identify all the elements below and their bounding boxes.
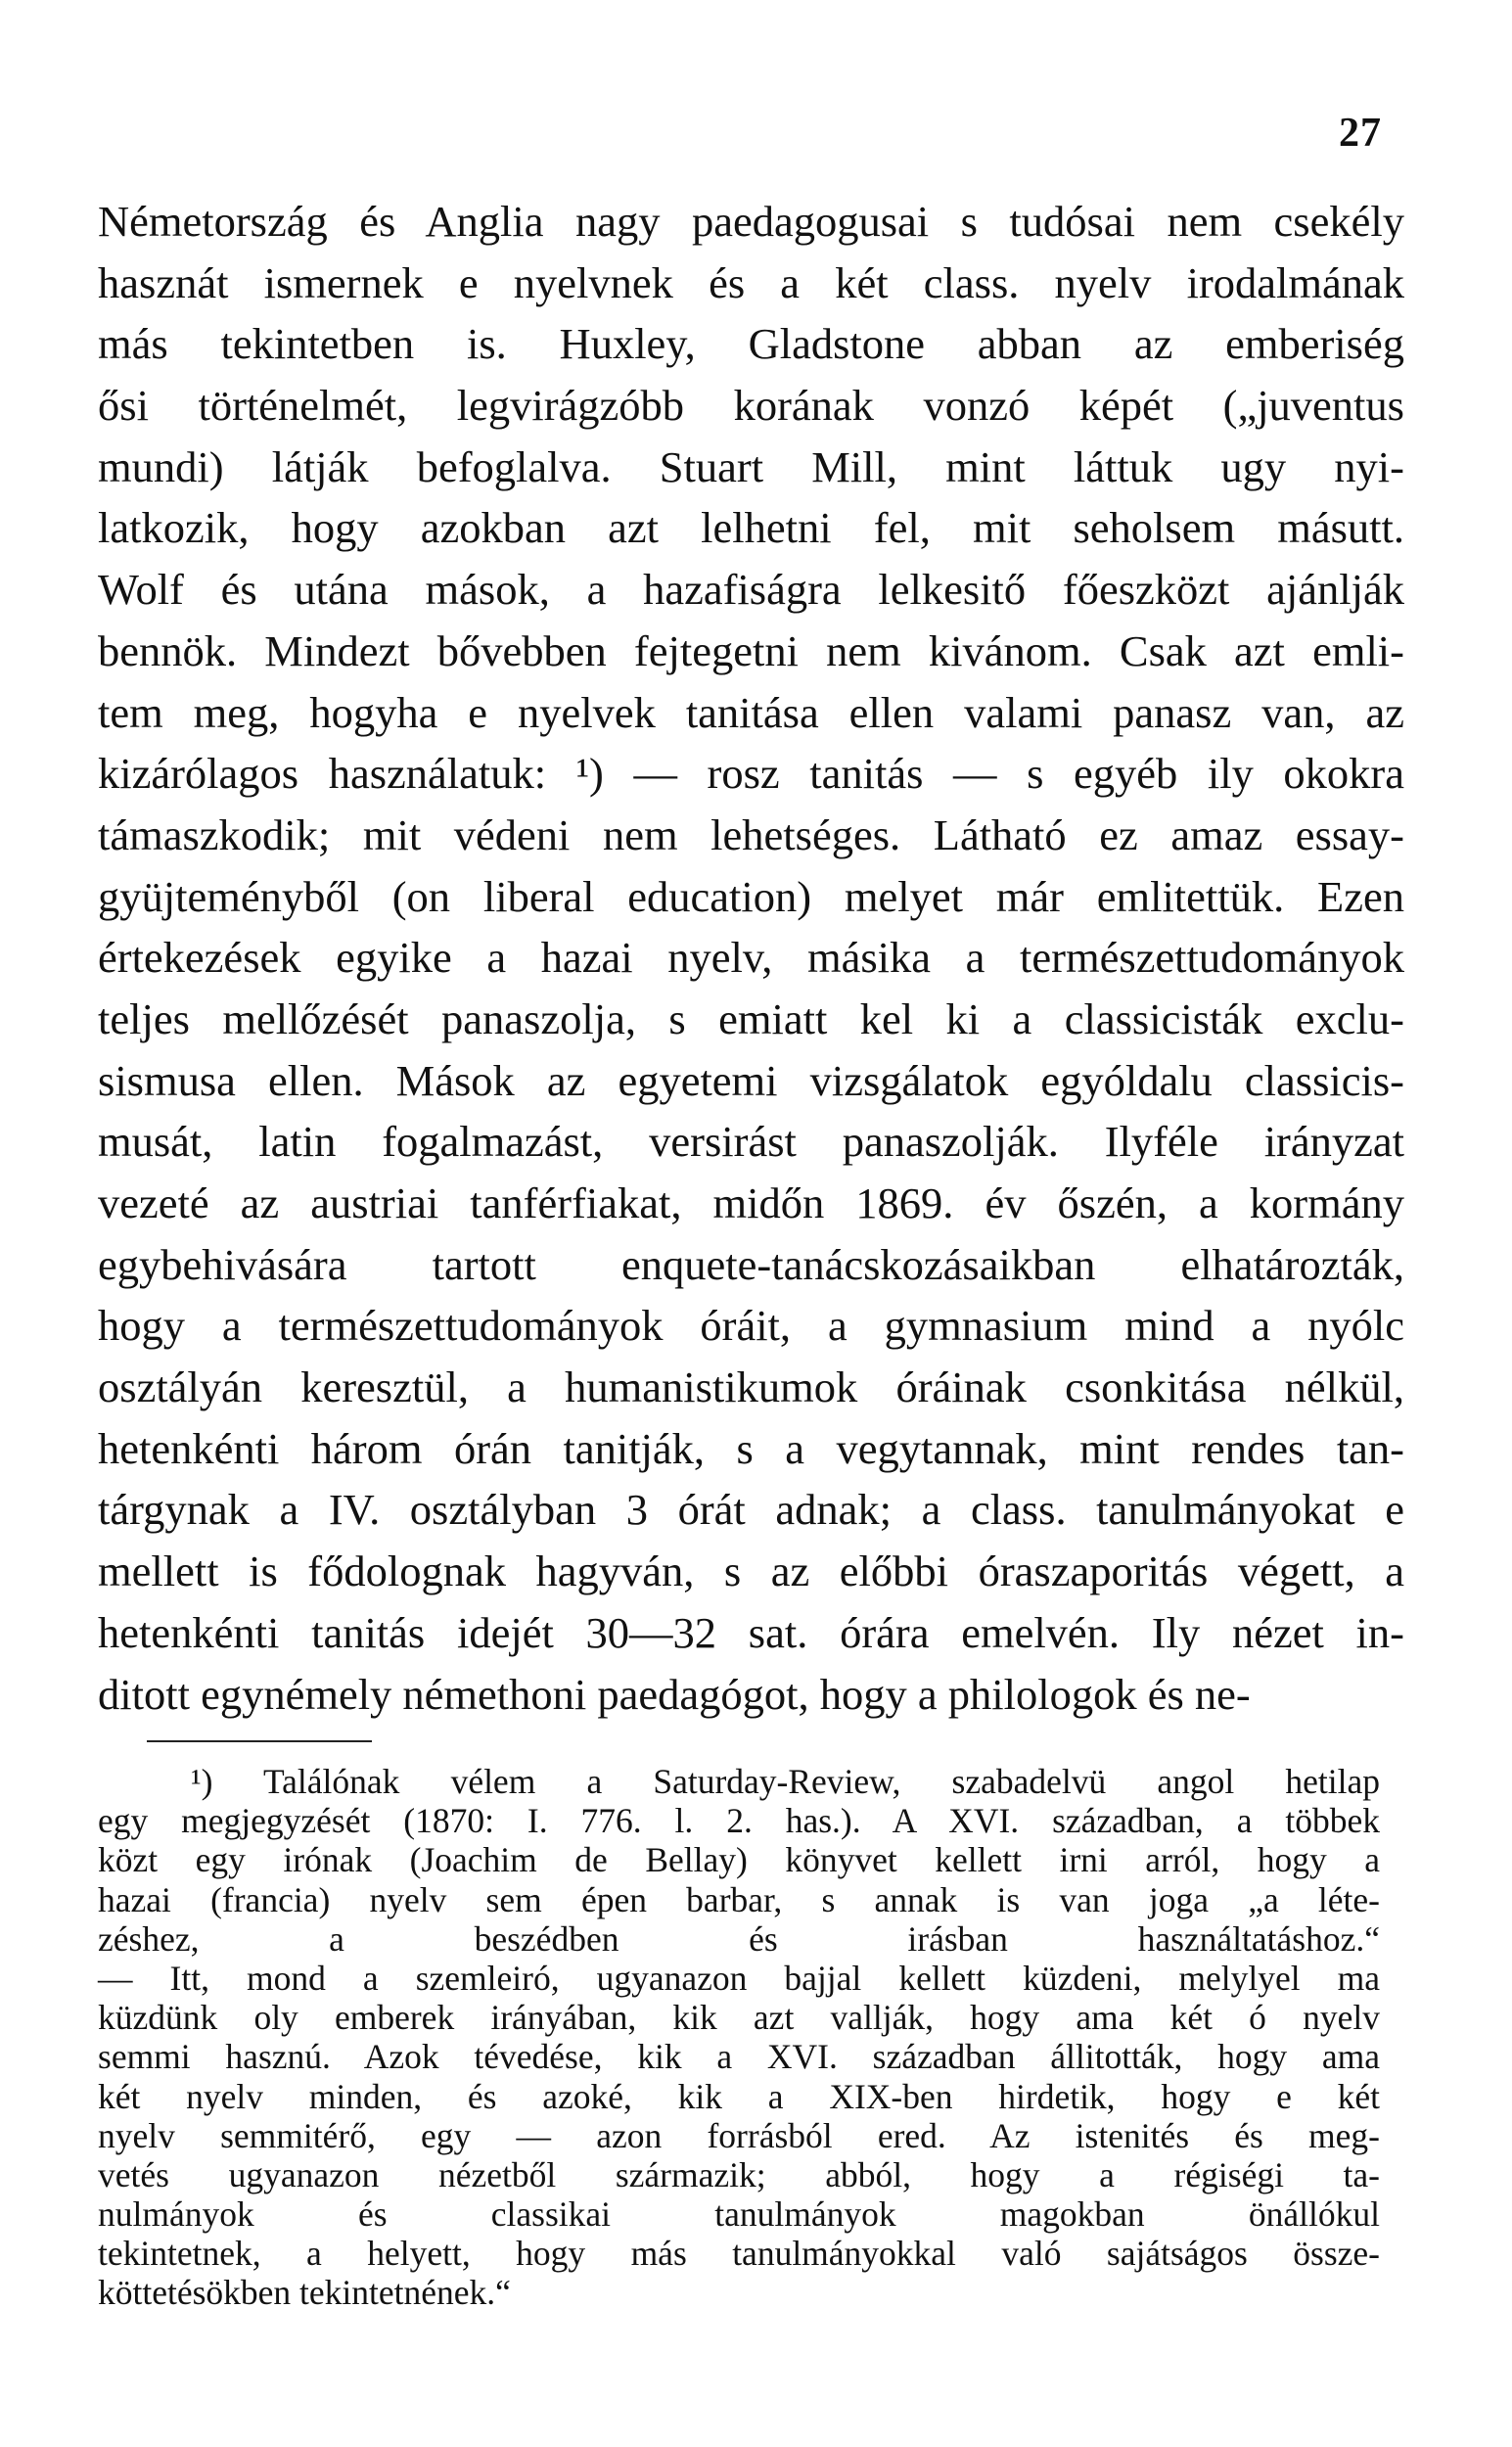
text-line: teljes mellőzését panaszolja, s emiatt kel ki a classicisták exclu- (98, 993, 1404, 1043)
text-line: támaszkodik; mit védeni nem lehetséges. Látható ez amaz essay- (98, 809, 1404, 859)
footnote-line: nyelv semmitérő, egy — azon forrásból ered. Az istenités és meg- (98, 2115, 1380, 2155)
text-line: gyüjteményből (on liberal education) melyet már emlitettük. Ezen (98, 871, 1404, 921)
page-number: 27 (1339, 111, 1382, 156)
text-line: bennök. Mindezt bővebben fejtegetni nem kivánom. Csak azt emli- (98, 625, 1404, 675)
text-line: osztályán keresztül, a humanistikumok óráinak csonkitása nélkül, (98, 1362, 1404, 1412)
footnote-line: hazai (francia) nyelv sem épen barbar, s annak is van joga „a léte- (98, 1879, 1380, 1919)
text-line: Wolf és utána mások, a hazafiságra lelkesitő főeszközt ajánlják (98, 565, 1404, 615)
text-line: ditott egynémely némethoni paedagógot, hogy a philologok és ne- (98, 1669, 1251, 1719)
footnote-line: semmi hasznú. Azok tévedése, kik a XVI. században állitották, hogy ama (98, 2037, 1380, 2077)
text-line: hogy a természettudományok óráit, a gymnasium mind a nyólc (98, 1301, 1404, 1351)
footnote-line: ¹) Találónak vélem a Saturday-Review, szabadelvü angol hetilap (191, 1762, 1380, 1801)
text-line: sismusa ellen. Mások az egyetemi vizsgálatok egyóldalu classicis- (98, 1055, 1404, 1105)
footnote-divider (147, 1740, 372, 1742)
text-line: vezeté az austriai tanférfiakat, midőn 1869. év őszén, a kormány (98, 1178, 1404, 1227)
footnote-line: — Itt, mond a szemleiró, ugyanazon bajjal kellett küzdeni, melylyel ma (98, 1958, 1380, 1998)
text-line: más tekintetben is. Huxley, Gladstone abban az emberiség (98, 319, 1404, 369)
text-line: ősi történelmét, legvirágzóbb korának vonzó képét („juventus (98, 381, 1404, 431)
footnote-line: egy megjegyzését (1870: I. 776. l. 2. has.). A XVI. században, a többek (98, 1801, 1380, 1841)
footnotes (98, 1762, 1380, 2313)
text-line: tem meg, hogyha e nyelvek tanitása ellen valami panasz van, az (98, 687, 1404, 737)
text-line: latkozik, hogy azokban azt lelhetni fel, mit seholsem másutt. (98, 503, 1404, 553)
footnote-line: tekintetnek, a helyett, hogy más tanulmányokkal való sajátságos össze- (98, 2234, 1380, 2274)
footnote-line: nulmányok és classikai tanulmányok magokban önállókul (98, 2194, 1380, 2235)
text-line: hasznát ismernek e nyelvnek és a két class. nyelv irodalmának (98, 257, 1404, 307)
main-text (98, 191, 1404, 1725)
text-line: mellett is fődolognak hagyván, s az előbbi óraszaporitás végett, a (98, 1547, 1404, 1596)
text-line: tárgynak a IV. osztályban 3 órát adnak; a class. tanulmányokat e (98, 1485, 1404, 1535)
footnote-line: vetés ugyanazon nézetből származik; abból, hogy a régiségi ta- (98, 2154, 1380, 2194)
text-line: hetenkénti három órán tanitják, s a vegytannak, mint rendes tan- (98, 1423, 1404, 1473)
text-line: kizárólagos használatuk: ¹) — rosz tanitás — s egyéb ily okokra (98, 749, 1404, 799)
footnote-line: közt egy irónak (Joachim de Bellay) könyvet kellett irni arról, hogy a (98, 1840, 1380, 1880)
text-line: hetenkénti tanitás idejét 30—32 sat. órára emelvén. Ily nézet in- (98, 1607, 1404, 1657)
footnote-line: küzdünk oly emberek irányában, kik azt vallják, hogy ama két ó nyelv (98, 1998, 1380, 2038)
text-line: mundi) látják befoglalva. Stuart Mill, mint láttuk ugy nyi- (98, 441, 1404, 491)
text-line: Németország és Anglia nagy paedagogusai s tudósai nem csekély (98, 197, 1404, 246)
text-line: értekezések egyike a hazai nyelv, másika a természettudományok (98, 933, 1404, 983)
footnote-line: köttetésökben tekintetnének.“ (98, 2273, 511, 2313)
text-line: egybehivására tartott enquete-tanácskozásaikban elhatározták, (98, 1239, 1404, 1289)
footnote-line: zéshez, a beszédben és irásban használtatáshoz.“ (98, 1918, 1380, 1959)
footnote-line: két nyelv minden, és azoké, kik a XIX-ben hirdetik, hogy e két (98, 2076, 1380, 2116)
text-line: musát, latin fogalmazást, versirást panaszolják. Ilyféle irányzat (98, 1117, 1404, 1167)
